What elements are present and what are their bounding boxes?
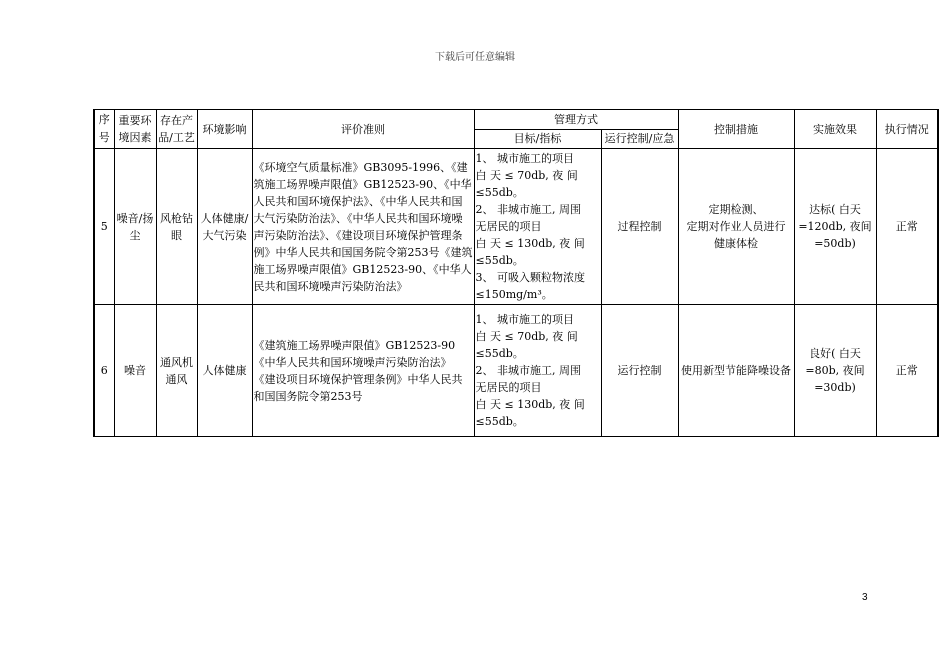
row-impact: 人体健康/大气污染 [197,149,252,305]
header-control: 控制措施 [678,110,794,149]
row-control: 定期检测、 定期对作业人员进行 健康体检 [678,149,794,305]
row-status: 正常 [876,149,938,305]
header-criteria: 评价准则 [252,110,474,149]
header-note: 下载后可任意编辑 [435,52,515,63]
row-criteria: 《环境空气质量标准》GB3095-1996、《建筑施工场界噪声限值》GB12523-90、《中华人民共和国环境保护法》、《中华人民共和国大气污染防治法》、《中华人民共和国环境噪声污染防治法》、《建设项目环境保护管理条例》中华人民共和国国务院令第253号《建筑施工场界噪声限值》GB12523-90、《中华人民共和国环境噪声污染防治法》 [252,149,474,305]
row-status: 正常 [876,305,938,437]
header-effect: 实施效果 [794,110,876,149]
row-seq: 6 [94,305,114,437]
table-row [94,305,938,437]
row-operation: 运行控制 [601,305,678,437]
header-process: 存在产品/工艺 [156,110,197,149]
header-status: 执行情况 [876,110,938,149]
row-factor: 噪音/扬尘 [114,149,156,305]
table-row [94,149,938,305]
header-operation: 运行控制/应急 [601,129,678,149]
environment-factor-table [93,109,939,437]
row-target: 1、 城市施工的项目 白 天 ≤ 70db, 夜 间 ≤55db。 2、 非城市施工, 周围 无居民的项目 白 天 ≤ 130db, 夜 间 ≤55db。 [474,305,601,437]
row-factor: 噪音 [114,305,156,437]
header-target: 目标/指标 [474,129,601,149]
row-process: 通风机通风 [156,305,197,437]
header-impact: 环境影响 [197,110,252,149]
row-target: 1、 城市施工的项目 白 天 ≤ 70db, 夜 间 ≤55db。 2、 非城市施工, 周围 无居民的项目 白 天 ≤ 130db, 夜 间 ≤55db。 3、 可吸入颗粒物浓度 ≤150mg/m³。 [474,149,601,305]
row-criteria: 《建筑施工场界噪声限值》GB12523-90 《中华人民共和国环境噪声污染防治法》 《建设项目环境保护管理条例》中华人民共和国国务院令第253号 [252,305,474,437]
row-impact: 人体健康 [197,305,252,437]
header-seq: 序号 [94,110,114,149]
row-process: 风枪钻眼 [156,149,197,305]
row-control: 使用新型节能降噪设备 [678,305,794,437]
row-effect: 良好( 白天 =80b, 夜间 =30db) [794,305,876,437]
header-management: 管理方式 [474,110,678,130]
page-number: 3 [862,592,868,603]
row-operation: 过程控制 [601,149,678,305]
row-seq: 5 [94,149,114,305]
header-factor: 重要环境因素 [114,110,156,149]
row-effect: 达标( 白天 =120db, 夜间 =50db) [794,149,876,305]
